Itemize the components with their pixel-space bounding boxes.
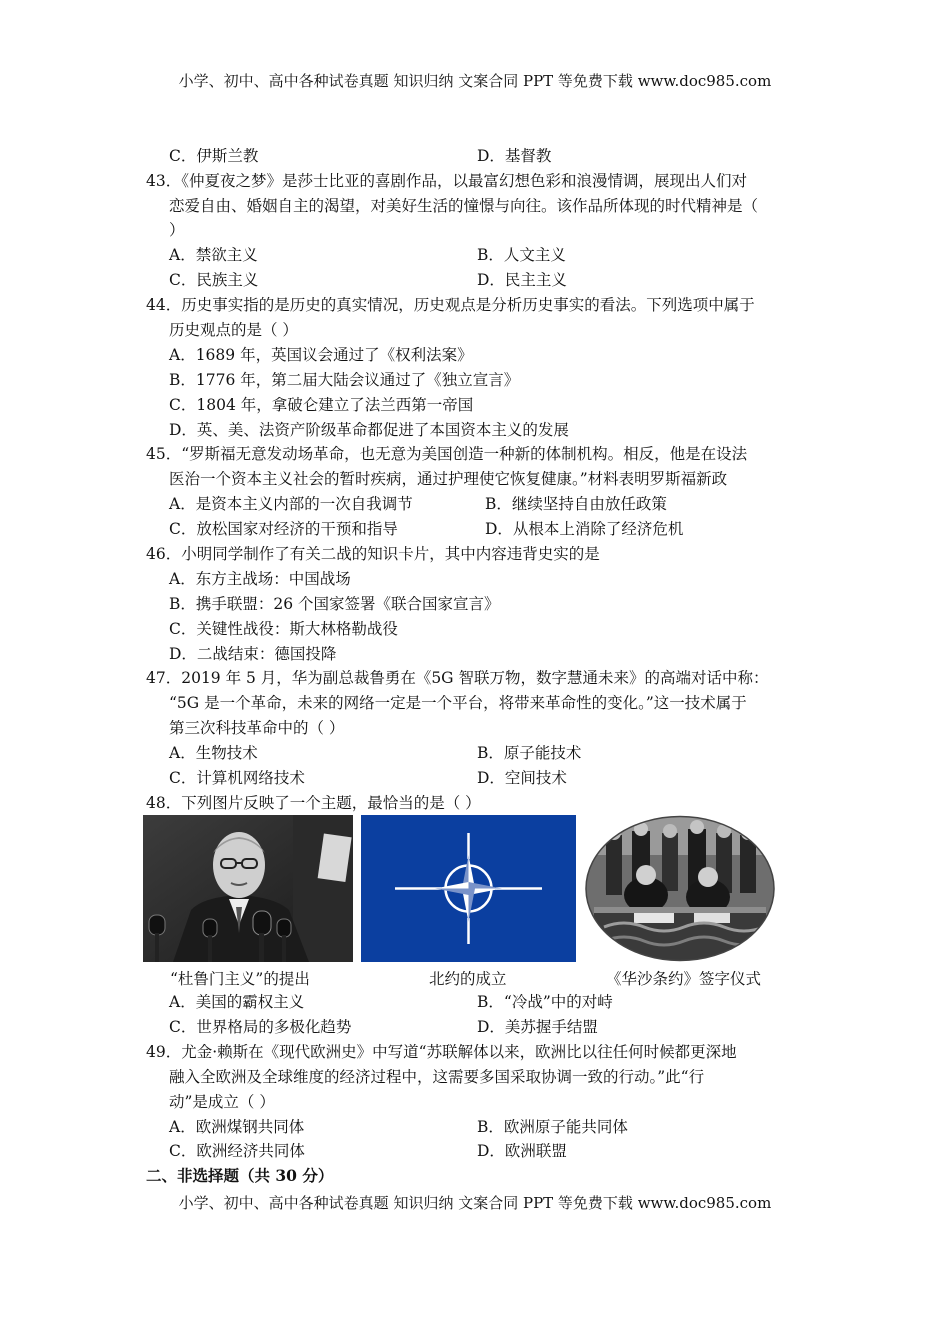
q44-option-d: D．英、美、法资产阶级革命都促进了本国资本主义的发展 — [169, 421, 569, 439]
q45-stem-line1: 45．“罗斯福无意发动场革命，也无意为美国创造一种新的体制机构。相反，他是在设法 — [146, 445, 748, 463]
q48-option-a: A．美国的霸权主义 — [169, 993, 305, 1011]
q43-option-a: A．禁欲主义 — [169, 246, 258, 264]
warsaw-pact-svg — [584, 815, 776, 962]
truman-photo-svg — [143, 815, 353, 962]
caption-truman-doctrine: “杜鲁门主义”的提出 — [170, 970, 310, 988]
q42-option-d: D．基督教 — [477, 147, 552, 165]
page-header: 小学、初中、高中各种试卷真题 知识归纳 文案合同 PPT 等免费下载 www.doc985.com — [178, 72, 772, 90]
q49-stem-line2: 融入全欧洲及全球维度的经济过程中，这需要多国采取协调一致的行动。”此“行 — [169, 1068, 705, 1086]
q43-stem-line2: 恋爱自由、婚姻自主的渴望，对美好生活的憧憬与向往。该作品所体现的时代精神是（ — [169, 197, 759, 215]
q43-option-c: C．民族主义 — [169, 271, 259, 289]
q46-option-b: B．携手联盟：26 个国家签署《联合国家宣言》 — [169, 595, 500, 613]
q43-option-d: D．民主主义 — [477, 271, 567, 289]
q43-option-b: B．人文主义 — [477, 246, 566, 264]
q45-stem-line2: 医治一个资本主义社会的暂时疾病，通过护理使它恢复健康。”材料表明罗斯福新政 — [169, 470, 728, 488]
q45-option-c: C．放松国家对经济的干预和指导 — [169, 520, 398, 538]
q44-option-c: C．1804 年，拿破仑建立了法兰西第一帝国 — [169, 396, 474, 414]
q48-stem-line1: 48．下列图片反映了一个主题，最恰当的是（ ） — [146, 794, 481, 812]
caption-nato: 北约的成立 — [429, 970, 507, 988]
q43-stem-line1: 43．《仲夏夜之梦》是莎士比亚的喜剧作品，以最富幻想色彩和浪漫情调，展现出人们对 — [146, 172, 747, 190]
q47-stem-line2: “5G 是一个革命，未来的网络一定是一个平台，将带来革命性的变化。”这一技术属于 — [169, 694, 747, 712]
q47-option-d: D．空间技术 — [477, 769, 567, 787]
q44-stem-line1: 44．历史事实指的是历史的真实情况，历史观点是分析历史事实的看法。下列选项中属于 — [146, 296, 755, 314]
q49-option-b: B．欧洲原子能共同体 — [477, 1118, 628, 1136]
q46-option-a: A．东方主战场：中国战场 — [169, 570, 351, 588]
q49-option-a: A．欧洲煤钢共同体 — [169, 1118, 305, 1136]
q46-option-c: C．关键性战役：斯大林格勒战役 — [169, 620, 398, 638]
q48-option-d: D．美苏握手结盟 — [477, 1018, 598, 1036]
q42-option-c: C．伊斯兰教 — [169, 147, 259, 165]
q47-option-c: C．计算机网络技术 — [169, 769, 305, 787]
nato-flag-svg — [361, 815, 576, 962]
q43-stem-line3: ） — [169, 221, 185, 239]
warsaw-pact-photo — [584, 815, 776, 962]
q44-stem-line2: 历史观点的是（ ） — [169, 321, 298, 339]
truman-photo — [143, 815, 353, 962]
nato-flag — [361, 815, 576, 962]
section-2-heading: 二、非选择题（共 30 分） — [146, 1166, 334, 1185]
q49-stem-line1: 49．尤金·赖斯在《现代欧洲史》中写道“苏联解体以来，欧洲比以往任何时候都更深地 — [146, 1043, 737, 1061]
q44-option-b: B．1776 年，第二届大陆会议通过了《独立宣言》 — [169, 371, 520, 389]
q47-stem-line3: 第三次科技革命中的（ ） — [169, 719, 345, 737]
q47-option-a: A．生物技术 — [169, 744, 258, 762]
q47-option-b: B．原子能技术 — [477, 744, 582, 762]
caption-warsaw-pact: 《华沙条约》签字仪式 — [606, 970, 762, 988]
page-footer: 小学、初中、高中各种试卷真题 知识归纳 文案合同 PPT 等免费下载 www.doc985.com — [178, 1194, 772, 1212]
q46-option-d: D．二战结束：德国投降 — [169, 645, 337, 663]
q48-option-b: B．“冷战”中的对峙 — [477, 993, 613, 1011]
q49-option-c: C．欧洲经济共同体 — [169, 1142, 305, 1160]
q45-option-d: D．从根本上消除了经济危机 — [485, 520, 684, 538]
q45-option-a: A．是资本主义内部的一次自我调节 — [169, 495, 413, 513]
q46-stem-line1: 46．小明同学制作了有关二战的知识卡片，其中内容违背史实的是 — [146, 545, 600, 563]
q45-option-b: B．继续坚持自由放任政策 — [485, 495, 667, 513]
q47-stem-line1: 47．2019 年 5 月，华为副总裁鲁勇在《5G 智联万物，数字慧通未来》的高端对话中称： — [146, 669, 769, 687]
q49-stem-line3: 动”是成立（ ） — [169, 1093, 275, 1111]
q44-option-a: A．1689 年，英国议会通过了《权利法案》 — [169, 346, 473, 364]
q49-option-d: D．欧洲联盟 — [477, 1142, 567, 1160]
q48-option-c: C．世界格局的多极化趋势 — [169, 1018, 352, 1036]
